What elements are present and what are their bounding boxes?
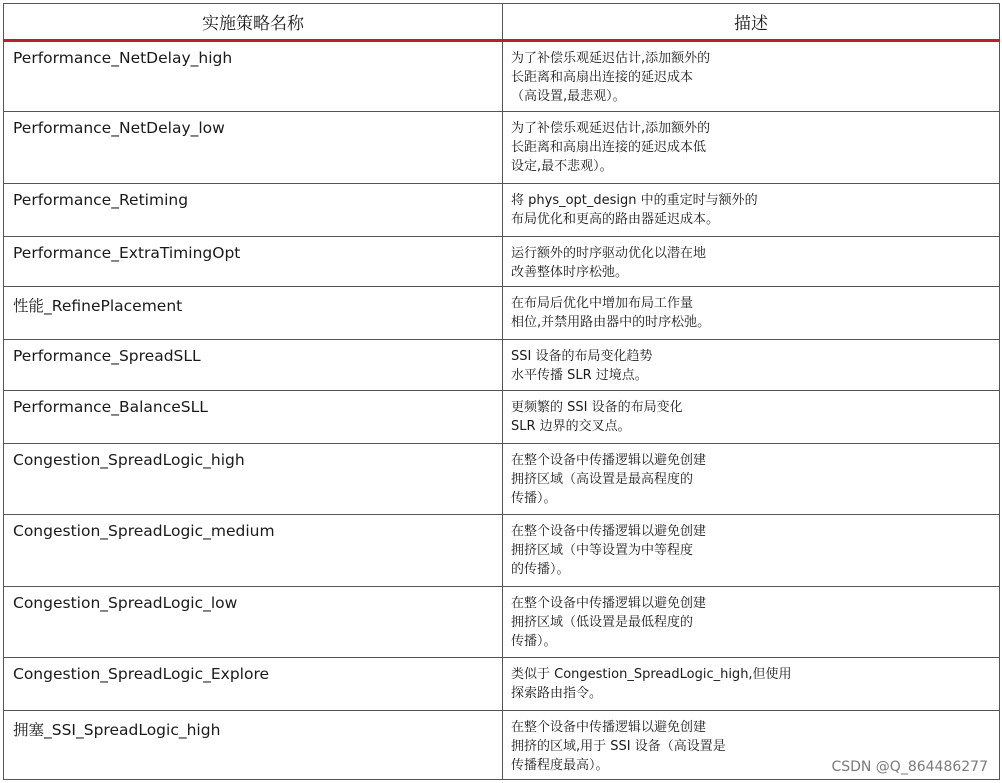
table-row xyxy=(4,658,1000,711)
strategy-description xyxy=(503,237,1000,287)
description-line: 长距离和高扇出连接的延迟成本 xyxy=(511,70,694,85)
strategy-description xyxy=(503,444,1000,515)
description-line: 传播）。 xyxy=(511,491,557,506)
header-row xyxy=(4,4,1000,41)
description-line: SLR 边界的交叉点。 xyxy=(511,419,631,434)
strategy-description xyxy=(503,658,1000,711)
description-line: 在整个设备中传播逻辑以避免创建 xyxy=(511,453,707,468)
description-line: 在整个设备中传播逻辑以避免创建 xyxy=(511,524,707,539)
strategy-name: Congestion_SpreadLogic_high xyxy=(4,444,503,515)
strategy-name: Performance_Retiming xyxy=(4,184,503,237)
table-row xyxy=(4,340,1000,391)
table-row xyxy=(4,237,1000,287)
strategy-description xyxy=(503,184,1000,237)
description-line: 更频繁的 SSI 设备的布局变化 xyxy=(511,400,683,415)
strategy-name: Congestion_SpreadLogic_Explore xyxy=(4,658,503,711)
table-row xyxy=(4,391,1000,444)
table-row xyxy=(4,112,1000,184)
description-line: 设定,最不悲观）。 xyxy=(511,159,613,174)
strategy-description xyxy=(503,112,1000,184)
table-row xyxy=(4,41,1000,112)
strategy-name: 性能_RefinePlacement xyxy=(4,287,503,340)
description-line: 在布局后优化中增加布局工作量 xyxy=(511,296,694,311)
description-line: 拥挤区域（中等设置为中等程度 xyxy=(511,543,694,558)
strategy-description xyxy=(503,340,1000,391)
watermark: CSDN @Q_864486277 xyxy=(831,759,988,775)
strategy-name: Congestion_SpreadLogic_low xyxy=(4,587,503,658)
description-line: 拥挤区域（低设置是最低程度的 xyxy=(511,615,694,630)
table-row xyxy=(4,444,1000,515)
description-line: 类似于 Congestion_SpreadLogic_high,但使用 xyxy=(511,667,792,682)
strategy-name: Performance_NetDelay_low xyxy=(4,112,503,184)
strategy-description xyxy=(503,287,1000,340)
description-line: 拥挤区域（高设置是最高程度的 xyxy=(511,472,694,487)
description-line: 水平传播 SLR 过境点。 xyxy=(511,368,648,383)
description-line: 相位,并禁用路由器中的时序松弛。 xyxy=(511,315,711,330)
description-line: 传播程度最高）。 xyxy=(511,758,609,773)
description-line: 长距离和高扇出连接的延迟成本低 xyxy=(511,140,707,155)
description-line: 在整个设备中传播逻辑以避免创建 xyxy=(511,596,707,611)
description-line: 布局优化和更高的路由器延迟成本。 xyxy=(511,212,720,227)
strategy-name: Performance_BalanceSLL xyxy=(4,391,503,444)
strategy-description xyxy=(503,41,1000,112)
header-description: 描述 xyxy=(503,4,1000,41)
strategy-name: Congestion_SpreadLogic_medium xyxy=(4,515,503,587)
description-line: 拥挤的区域,用于 SSI 设备（高设置是 xyxy=(511,739,726,754)
description-line: 为了补偿乐观延迟估计,添加额外的 xyxy=(511,121,711,136)
strategy-description xyxy=(503,587,1000,658)
strategy-name: Performance_NetDelay_high xyxy=(4,41,503,112)
strategy-name: Performance_SpreadSLL xyxy=(4,340,503,391)
strategy-description xyxy=(503,515,1000,587)
description-line: 将 phys_opt_design 中的重定时与额外的 xyxy=(511,193,758,208)
description-line: 的传播）。 xyxy=(511,562,570,577)
description-line: 改善整体时序松弛。 xyxy=(511,265,629,280)
strategy-name: Performance_ExtraTimingOpt xyxy=(4,237,503,287)
description-line: （高设置,最悲观）。 xyxy=(511,89,626,104)
description-line: 探索路由指令。 xyxy=(511,686,603,701)
description-line: 在整个设备中传播逻辑以避免创建 xyxy=(511,720,707,735)
table-row xyxy=(4,184,1000,237)
description-line: 为了补偿乐观延迟估计,添加额外的 xyxy=(511,51,711,66)
strategy-name: 拥塞_SSI_SpreadLogic_high xyxy=(4,711,503,780)
description-line: SSI 设备的布局变化趋势 xyxy=(511,349,653,364)
strategy-description xyxy=(503,391,1000,444)
table-row xyxy=(4,587,1000,658)
header-strategy-name: 实施策略名称 xyxy=(4,4,503,41)
description-line: 传播）。 xyxy=(511,634,557,649)
table-row xyxy=(4,287,1000,340)
table-row xyxy=(4,515,1000,587)
strategy-table xyxy=(3,3,1000,780)
description-line: 运行额外的时序驱动优化以潜在地 xyxy=(511,246,707,261)
